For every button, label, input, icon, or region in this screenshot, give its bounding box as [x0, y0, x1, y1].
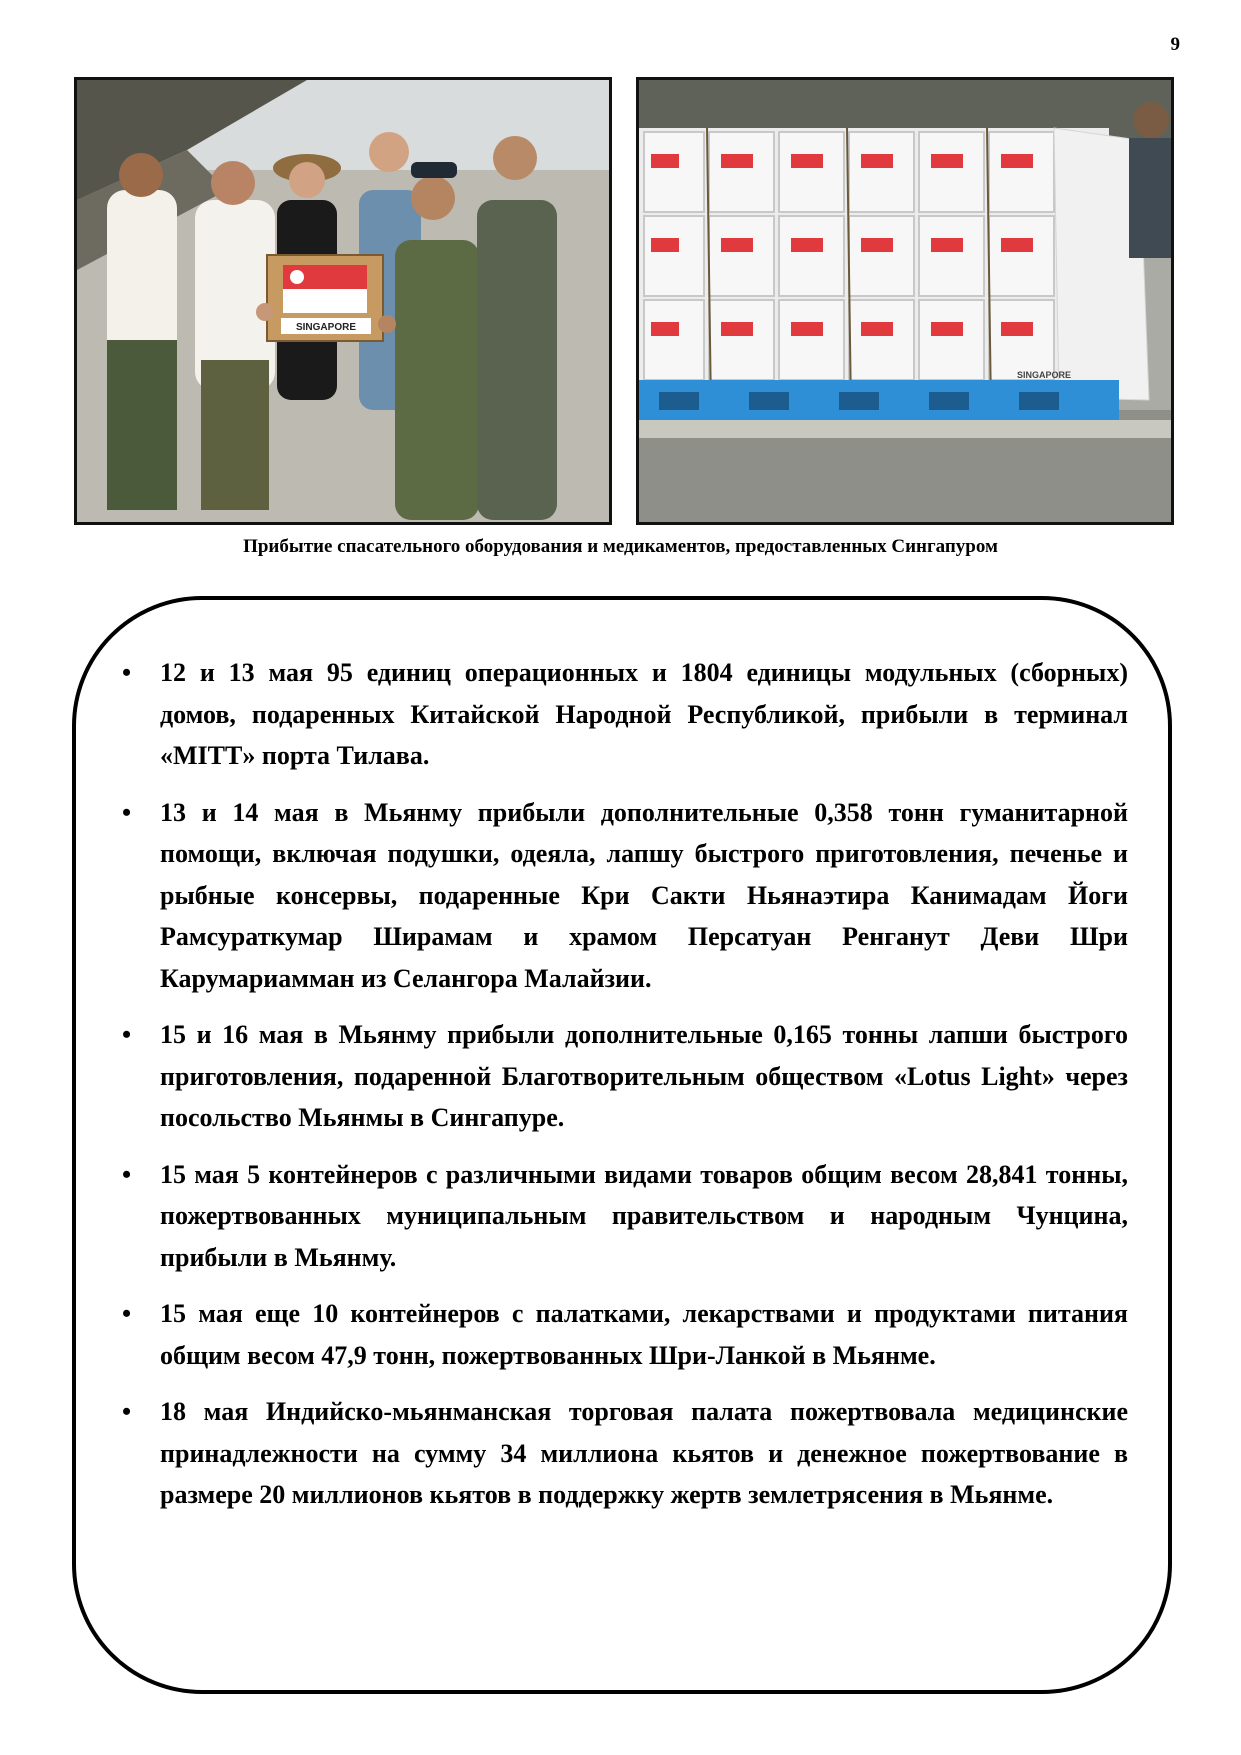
news-item	[118, 792, 1128, 1000]
news-item-text: 15 мая еще 10 контейнеров с палатками, лекарствами и продуктами питания общим весом 47,9 тонн, пожертвованных Шри-Ланкой в Мьянме.	[160, 1299, 1128, 1370]
bullet-icon: •	[122, 1397, 132, 1426]
news-item	[118, 652, 1128, 777]
pallet-photo-illustration	[639, 80, 1171, 522]
bullet-icon: •	[122, 1159, 132, 1189]
handover-photo-illustration	[77, 80, 609, 522]
news-item	[118, 1293, 1128, 1376]
photo-caption: Прибытие спасательного оборудования и медикаментов, предоставленных Сингапуром	[243, 536, 998, 557]
bullet-icon: •	[122, 797, 132, 827]
news-item-text: 13 и 14 мая в Мьянму прибыли дополнительные 0,358 тонн гуманитарной помощи, включая подушки, одеяла, лапшу быстрого приготовления, печенье и рыбные консервы, подаренные Кри Сакти Ньянаэтира Канимадам Йоги Рамсураткумар Ширамам и храмом Персатуан Ренганут Деви Шри Карумариамман из Селангора Малайзии.	[160, 797, 1128, 993]
news-item-text: 12 и 13 мая 95 единиц операционных и 1804 единицы модульных (сборных) домов, подаренных Китайской Народной Республикой, прибыли в терминал «MITT» порта Тилава.	[160, 658, 1128, 770]
news-item	[118, 1154, 1128, 1279]
photo-pallet-boxes	[636, 77, 1174, 525]
page-number: 9	[1170, 34, 1180, 55]
news-item	[118, 1391, 1128, 1516]
photo-handover-ceremony	[74, 77, 612, 525]
news-item-text: 15 и 16 мая в Мьянму прибыли дополнительные 0,165 тонны лапши быстрого приготовления, подаренной Благотворительным обществом «Lotus Light» через посольство Мьянмы в Сингапуре.	[160, 1020, 1128, 1132]
box-label: SINGAPORE	[1016, 370, 1072, 380]
news-item-text: 18 мая Индийско-мьянманская торговая палата пожертвовала медицинские принадлежности на сумму 34 миллиона кьятов и денежное пожертвование в размере 20 миллионов кьятов в поддержку жертв землетрясения в Мьянме.	[160, 1397, 1128, 1509]
bullet-icon: •	[122, 658, 132, 687]
news-item-text: 15 мая 5 контейнеров с различными видами товаров общим весом 28,841 тонны, пожертвованных муниципальным правительством и народным Чунцина, прибыли в Мьянму.	[160, 1159, 1128, 1272]
news-item	[118, 1014, 1128, 1139]
news-list	[118, 652, 1128, 1531]
bullet-icon: •	[122, 1299, 132, 1328]
box-label: SINGAPORE	[295, 322, 357, 333]
bullet-icon: •	[122, 1020, 132, 1049]
